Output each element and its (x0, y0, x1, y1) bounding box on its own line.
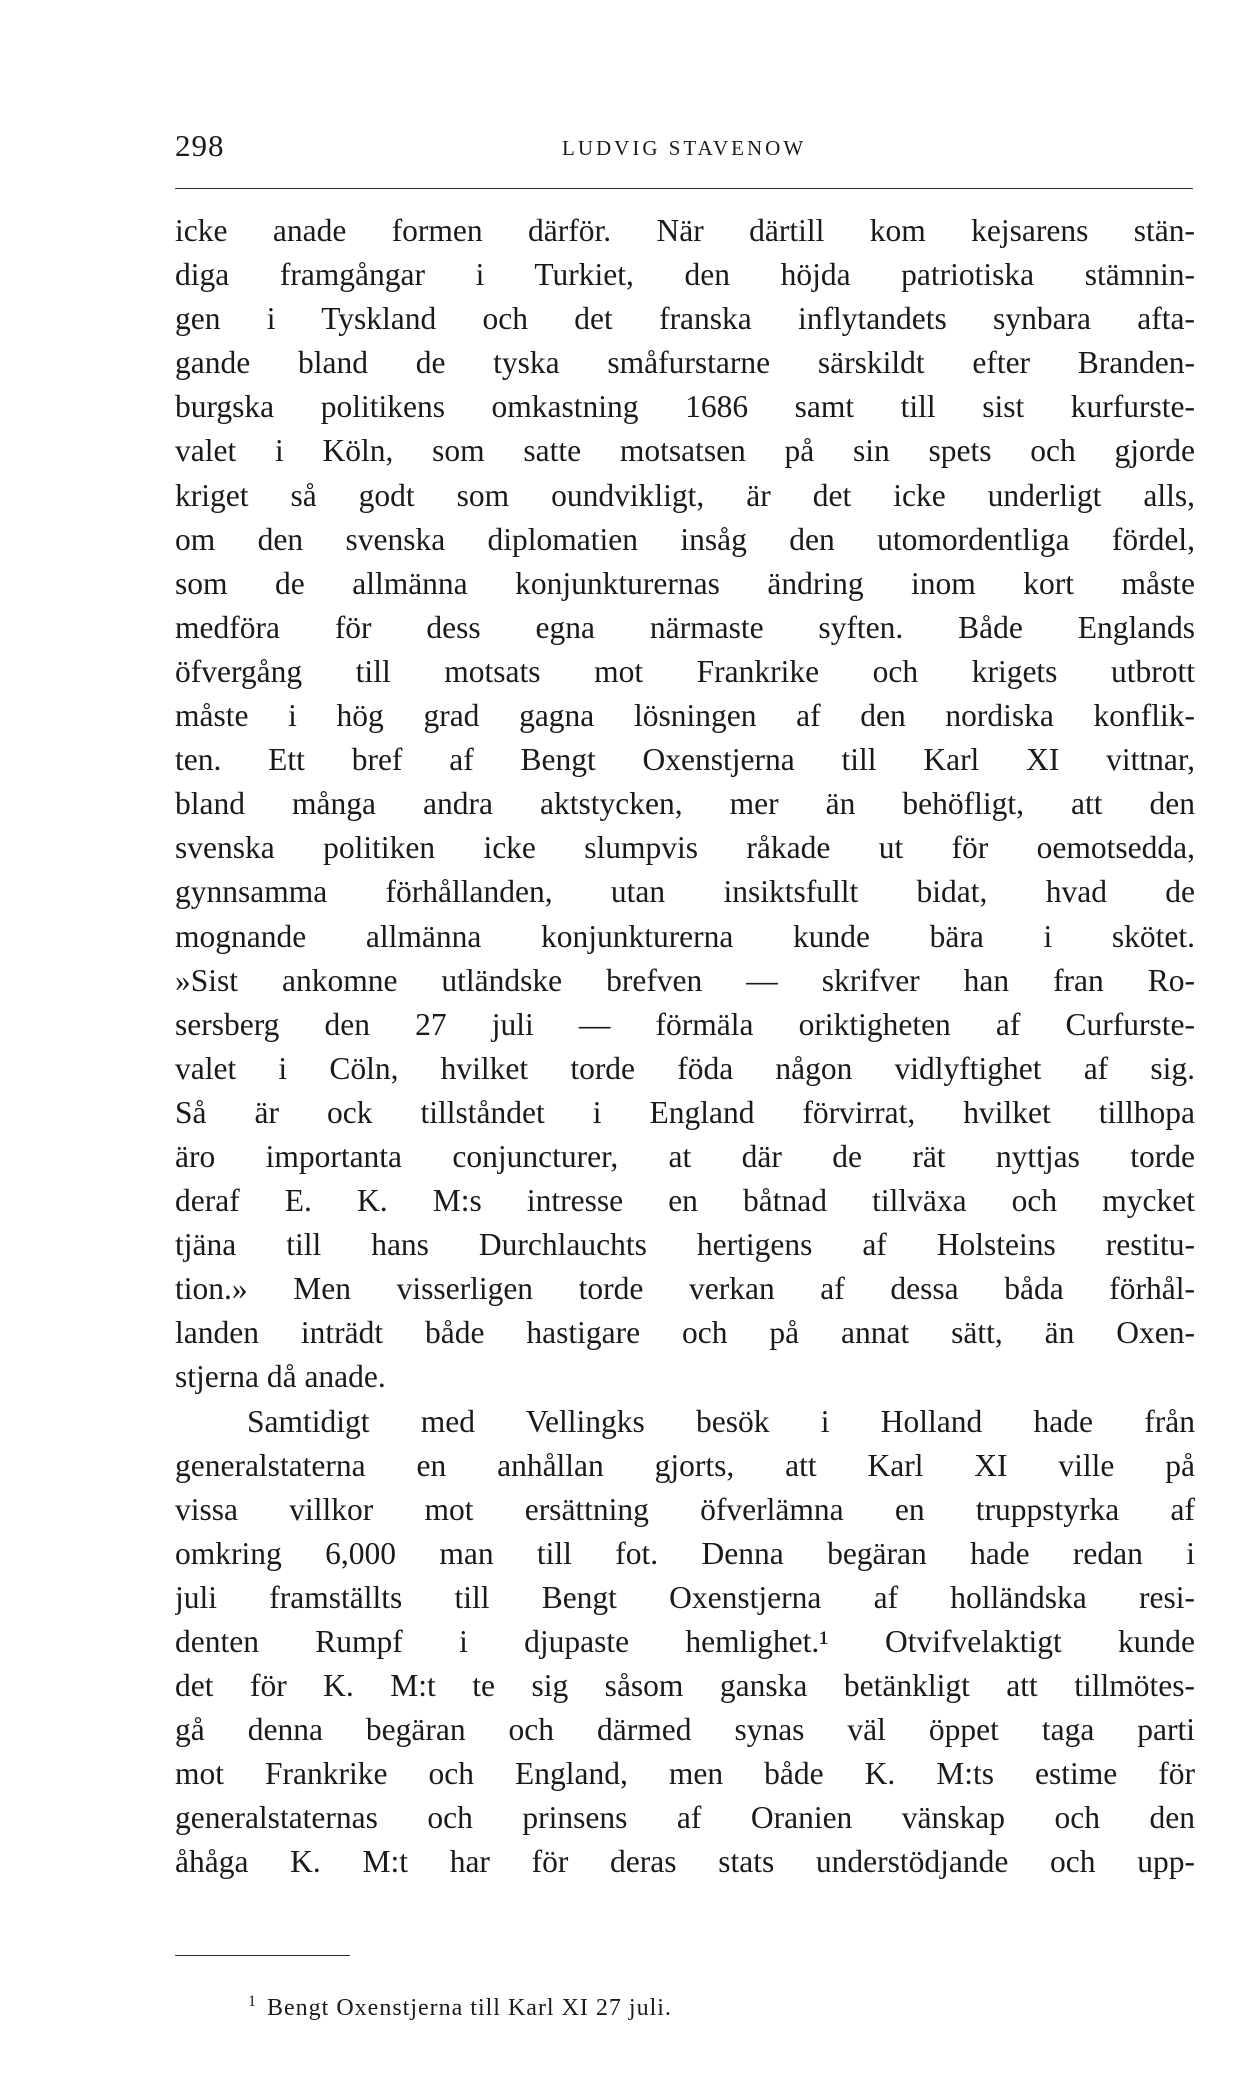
text-line: kriget så godt som oundvikligt, är det icke underligt alls, (175, 477, 1195, 513)
text-line: icke anade formen därför. När därtill kom kejsarens stän- (175, 213, 1195, 248)
text-line: om den svenska diplomatien insåg den utomordentliga fördel, (175, 521, 1195, 557)
text-line: generalstaternas och prinsens af Oranien vänskap och den (175, 1800, 1195, 1836)
text-line: mognande allmänna konjunkturerna kunde bära i skötet. (175, 918, 1195, 954)
body-text (175, 209, 1195, 1885)
text-line: gå denna begäran och därmed synas väl öppet taga parti (175, 1712, 1195, 1748)
text-line: »Sist ankomne utländske brefven — skrifver han fran Ro- (175, 962, 1195, 998)
text-line: omkring 6,000 man till fot. Denna begäran hade redan i (175, 1535, 1195, 1571)
text-line: diga framgångar i Turkiet, den höjda patriotiska stämnin- (175, 257, 1195, 293)
text-line: åhåga K. M:t har för deras stats understödjande och upp- (175, 1844, 1195, 1880)
text-line: sersberg den 27 juli — förmäla oriktigheten af Curfurste- (175, 1006, 1195, 1042)
text-line: burgska politikens omkastning 1686 samt till sist kurfurste- (175, 389, 1195, 425)
text-line: generalstaterna en anhållan gjorts, att Karl XI ville på (175, 1447, 1195, 1483)
running-head (175, 128, 1195, 168)
text-line: Så är ock tillståndet i England förvirrat, hvilket tillhopa (175, 1094, 1195, 1130)
text-line: bland många andra aktstycken, mer än behöfligt, att den (175, 786, 1195, 822)
text-line: mot Frankrike och England, men både K. M:ts estime för (175, 1756, 1195, 1792)
text-line: stjerna då anade. (175, 1359, 386, 1395)
footnote-rule (175, 1955, 350, 1956)
text-line: deraf E. K. M:s intresse en båtnad tillväxa och mycket (175, 1183, 1195, 1219)
text-line: tion.» Men visserligen torde verkan af dessa båda förhål- (175, 1271, 1195, 1307)
text-line: svenska politiken icke slumpvis råkade ut för oemotsedda, (175, 830, 1195, 866)
text-line: vissa villkor mot ersättning öfverlämna en truppstyrka af (175, 1491, 1195, 1527)
text-line: ten. Ett bref af Bengt Oxenstjerna till Karl XI vittnar, (175, 742, 1195, 778)
text-line: valet i Cöln, hvilket torde föda någon vidlyftighet af sig. (175, 1050, 1195, 1086)
text-line: måste i hög grad gagna lösningen af den nordiska konflik- (175, 698, 1195, 734)
header-rule (175, 188, 1193, 189)
footnote (248, 1993, 672, 2022)
text-line: medföra för dess egna närmaste syften. Både Englands (175, 609, 1195, 645)
footnote-marker: 1 (248, 1993, 257, 2010)
text-line: juli framställts till Bengt Oxenstjerna af holländska resi- (175, 1579, 1195, 1615)
text-line: gynnsamma förhållanden, utan insiktsfullt bidat, hvad de (175, 874, 1195, 910)
text-line: tjäna till hans Durchlauchts hertigens af Holsteins restitu- (175, 1227, 1195, 1263)
text-line: äro importanta conjuncturer, at där de rät nyttjas torde (175, 1138, 1195, 1174)
page-number: 298 (175, 128, 225, 163)
text-line: valet i Köln, som satte motsatsen på sin spets och gjorde (175, 433, 1195, 469)
text-line: öfvergång till motsats mot Frankrike och krigets utbrott (175, 653, 1195, 689)
text-line: Samtidigt med Vellingks besök i Holland hade från (247, 1403, 1195, 1439)
text-line: denten Rumpf i djupaste hemlighet.¹ Otvifvelaktigt kunde (175, 1624, 1195, 1659)
text-line: gande bland de tyska småfurstarne särskildt efter Branden- (175, 345, 1195, 381)
text-line: landen inträdt både hastigare och på annat sätt, än Oxen- (175, 1315, 1195, 1351)
text-line: som de allmänna konjunkturernas ändring inom kort måste (175, 565, 1195, 601)
footnote-text: Bengt Oxenstjerna till Karl XI 27 juli. (267, 1995, 672, 2021)
text-line: gen i Tyskland och det franska inflytandets synbara afta- (175, 301, 1195, 337)
running-title: LUDVIG STAVENOW (562, 136, 807, 160)
text-line: det för K. M:t te sig såsom ganska betänkligt att tillmötes- (175, 1668, 1195, 1704)
